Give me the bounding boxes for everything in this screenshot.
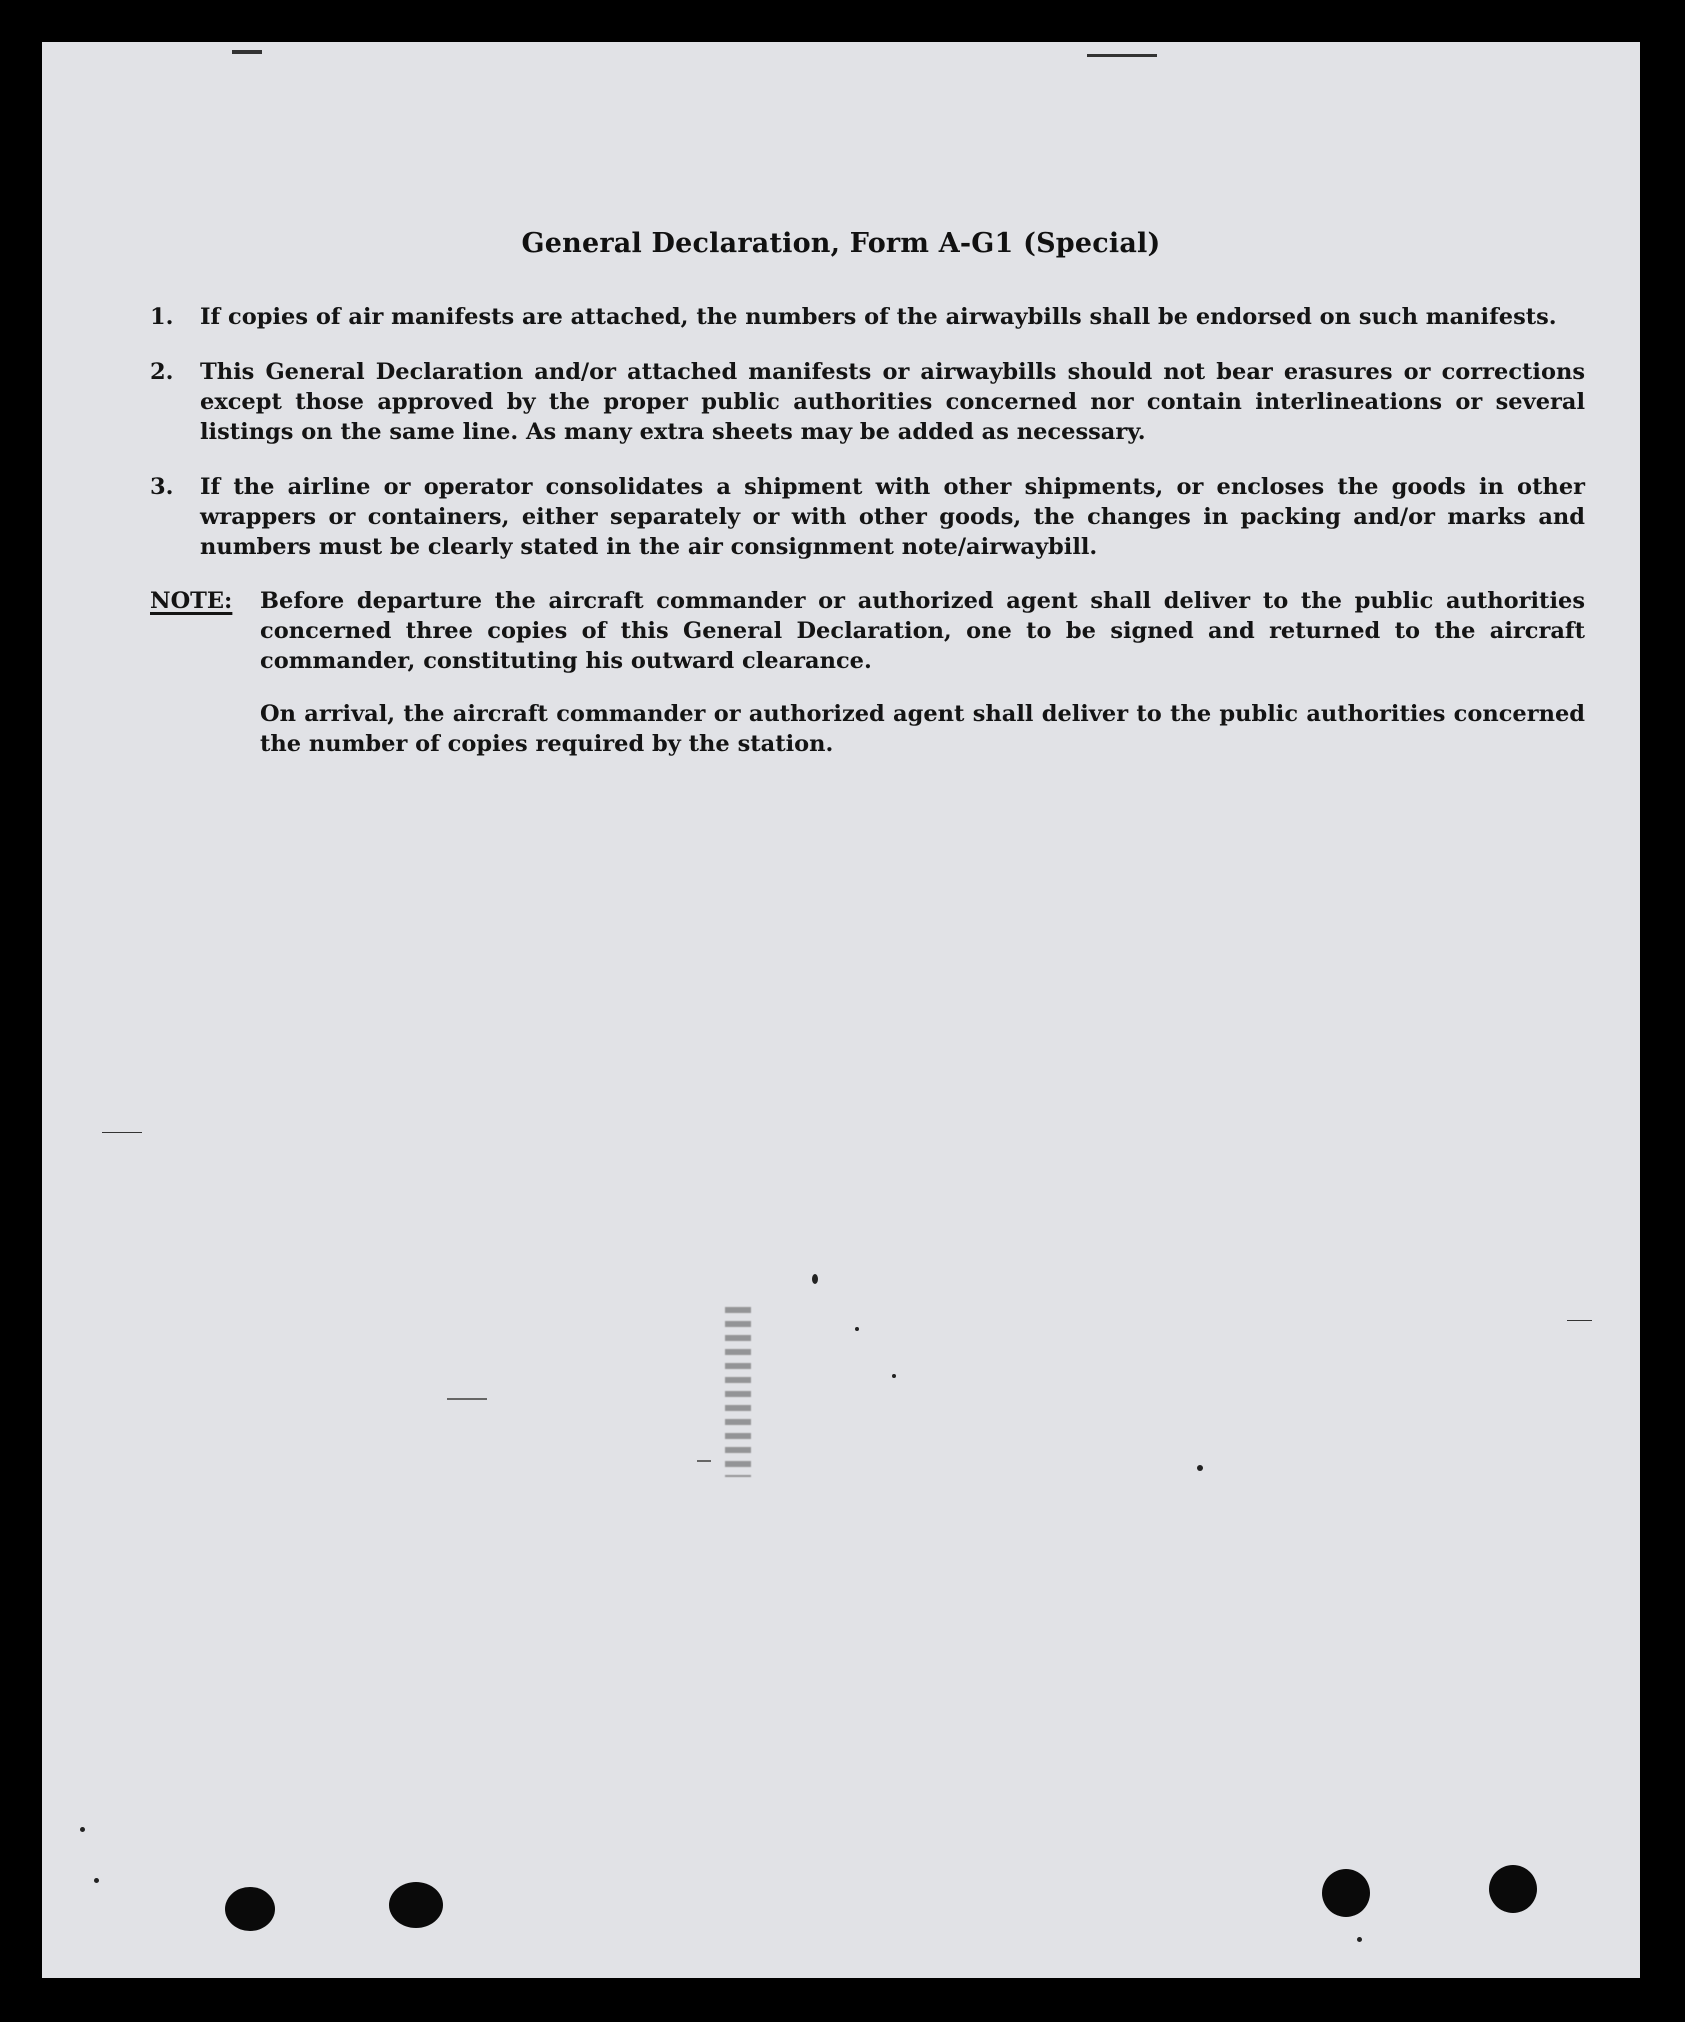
scan-speck xyxy=(1197,1465,1203,1471)
scan-mark xyxy=(697,1460,711,1462)
note-label: NOTE: xyxy=(150,588,233,614)
scan-speck xyxy=(892,1374,896,1378)
document-title: General Declaration, Form A-G1 (Special) xyxy=(521,228,1161,259)
note-paragraph-1: Before departure the aircraft commander or authorized agent shall deliver to the public authorities concerned three copies of this General Declaration, one to be signed and returned to the aircraft commander, constituting his outward clearance. xyxy=(260,588,1585,674)
faded-stamp xyxy=(725,1307,751,1477)
list-item-text: If the airline or operator consolidates a shipment with other shipments, or encloses the goods in other wrappers or containers, either separately or with other goods, the changes in packing and/or marks and numbers must be clearly stated in the air consignment note/airwaybill. xyxy=(200,474,1585,560)
document-page xyxy=(42,42,1640,1978)
scan-mark xyxy=(102,1132,142,1133)
scan-speck xyxy=(80,1827,85,1832)
list-item-text: This General Declaration and/or attached manifests or airwaybills should not bear erasures or corrections except those approved by the proper public authorities concerned nor contain interlineations or several listings on the same line. As many extra sheets may be added as necessary. xyxy=(200,359,1585,445)
scan-speck xyxy=(855,1327,859,1331)
scan-mark xyxy=(1567,1320,1592,1321)
scan-speck xyxy=(94,1878,99,1883)
list-item-number: 2. xyxy=(150,359,174,385)
scan-speck xyxy=(812,1274,818,1284)
punch-hole xyxy=(389,1882,443,1928)
punch-hole xyxy=(225,1887,275,1931)
scan-speck xyxy=(1357,1937,1362,1942)
scan-mark xyxy=(1087,54,1157,57)
list-item-text: If copies of air manifests are attached, the numbers of the airwaybills shall be endorsed on such manifests. xyxy=(200,304,1557,330)
note-paragraph-2: On arrival, the aircraft commander or authorized agent shall deliver to the public authorities concerned the number of copies required by the station. xyxy=(260,701,1585,757)
list-item-number: 1. xyxy=(150,304,174,330)
punch-hole xyxy=(1322,1869,1370,1917)
punch-hole xyxy=(1489,1865,1537,1913)
scan-mark xyxy=(232,50,262,54)
list-item-number: 3. xyxy=(150,474,174,500)
scan-mark xyxy=(447,1398,487,1400)
